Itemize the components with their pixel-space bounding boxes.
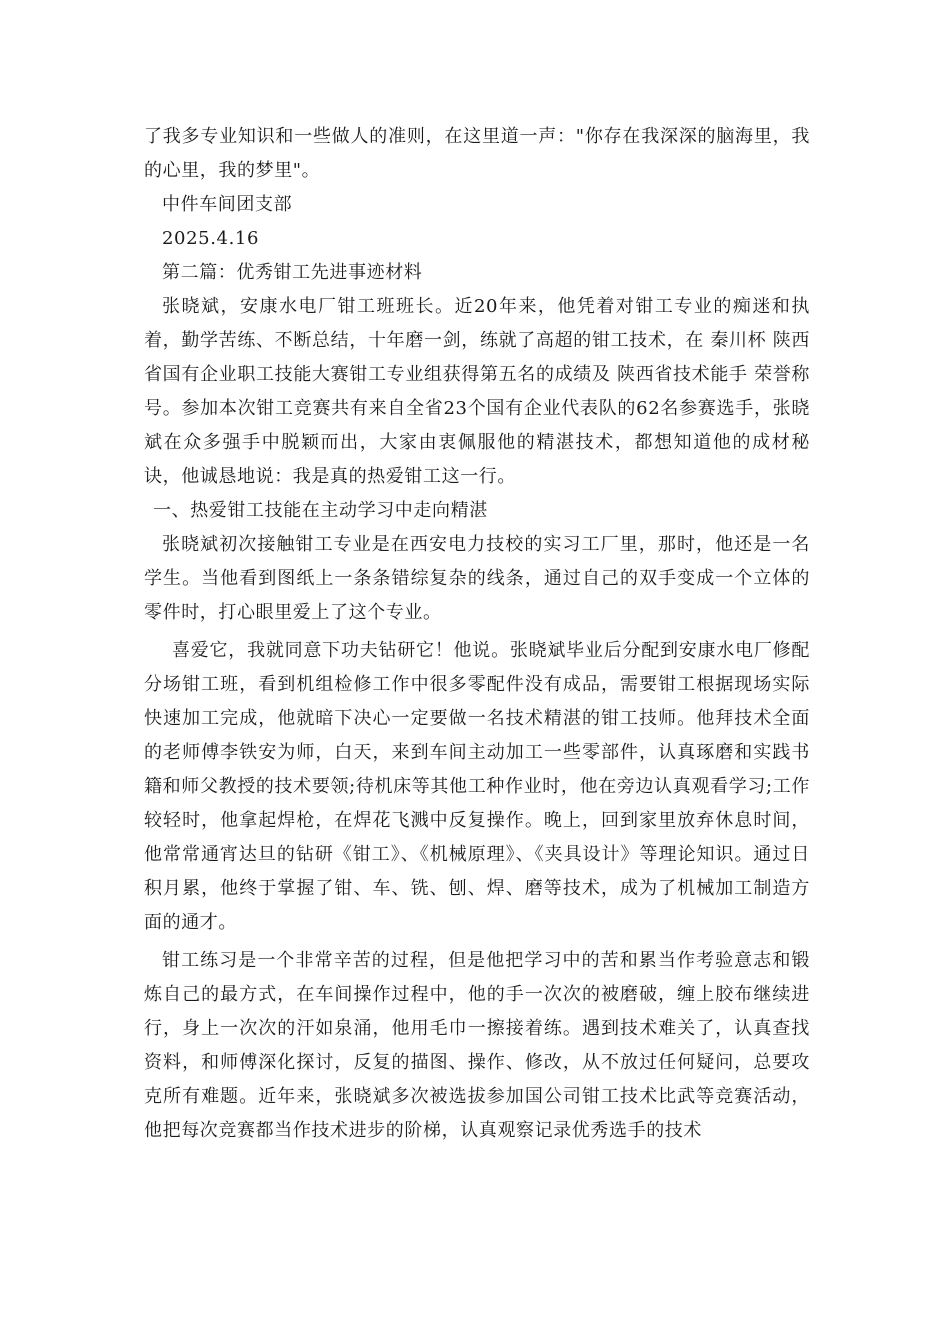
paragraph-first-contact: 张晓斌初次接触钳工专业是在西安电力技校的实习工厂里，那时，他还是一名学生。当他看到图纸上一条条错综复杂的线条，通过自己的双手变成一个立体的零件时，打心眼里爱上了这个专业。 [144,534,810,623]
document-body [144,120,810,1148]
signature-date: 2025.4.16 [162,228,260,249]
paragraph-introduction: 张晓斌，安康水电厂钳工班班长。近20年来，他凭着对钳工专业的痴迷和执着，勤学苦练、不断总结，十年磨一剑，练就了高超的钳工技术，在 秦川杯 陕西省国有企业职工技能大赛钳工专业组获得第五名的成绩及 陕西省技术能手 荣誉称号。参加本次钳工竞赛共有来自全省23个国有企业代表队的62名参赛选手，张晓斌在众多强手中脱颖而出，大家由衷佩服他的精湛技术，都想知道他的成材秘诀，他诚恳地说：我是真的热爱钳工这一行。 [144,296,810,487]
paragraph-continuation: 了我多专业知识和一些做人的准则，在这里道一声："你存在我深深的脑海里，我的心里，我的梦里"。 [144,126,810,181]
signature-organization: 中件车间团支部 [162,194,293,215]
section-heading-second-article: 第二篇：优秀钳工先进事迹材料 [162,262,423,283]
paragraph-training: 钳工练习是一个非常辛苦的过程，但是他把学习中的苦和累当作考验意志和锻炼自己的最方式，在车间操作过程中，他的手一次次的被磨破，缠上胶布继续进行，身上一次次的汗如泉涌，他用毛巾一擦接着练。遇到技术难关了，认真查找资料，和师傅深化探讨，反复的描图、操作、修改，从不放过任何疑问，总要攻克所有难题。近年来，张晓斌多次被选拔参加国公司钳工技术比武等竞赛活动，他把每次竞赛都当作技术进步的阶梯，认真观察记录优秀选手的技术 [144,950,810,1141]
subsection-heading-1: 一、热爱钳工技能在主动学习中走向精湛 [153,500,488,521]
paragraph-study-practice: 喜爱它，我就同意下功夫钻研它！他说。张晓斌毕业后分配到安康水电厂修配分场钳工班，看到机组检修工作中很多零配件没有成品，需要钳工根据现场实际快速加工完成，他就暗下决心一定要做一名技术精湛的钳工技师。他拜技术全面的老师傅李铁安为师，白天，来到车间主动加工一些零部件，认真琢磨和实践书籍和师父教授的技术要领;待机床等其他工种作业时，他在旁边认真观看学习;工作较轻时，他拿起焊枪，在焊花飞溅中反复操作。晚上，回到家里放弃休息时间，他常常通宵达旦的钻研《钳工》、《机械原理》、《夹具设计》等理论知识。通过日积月累，他终于掌握了钳、车、铣、刨、焊、磨等技术，成为了机械加工制造方面的通才。 [144,640,810,933]
